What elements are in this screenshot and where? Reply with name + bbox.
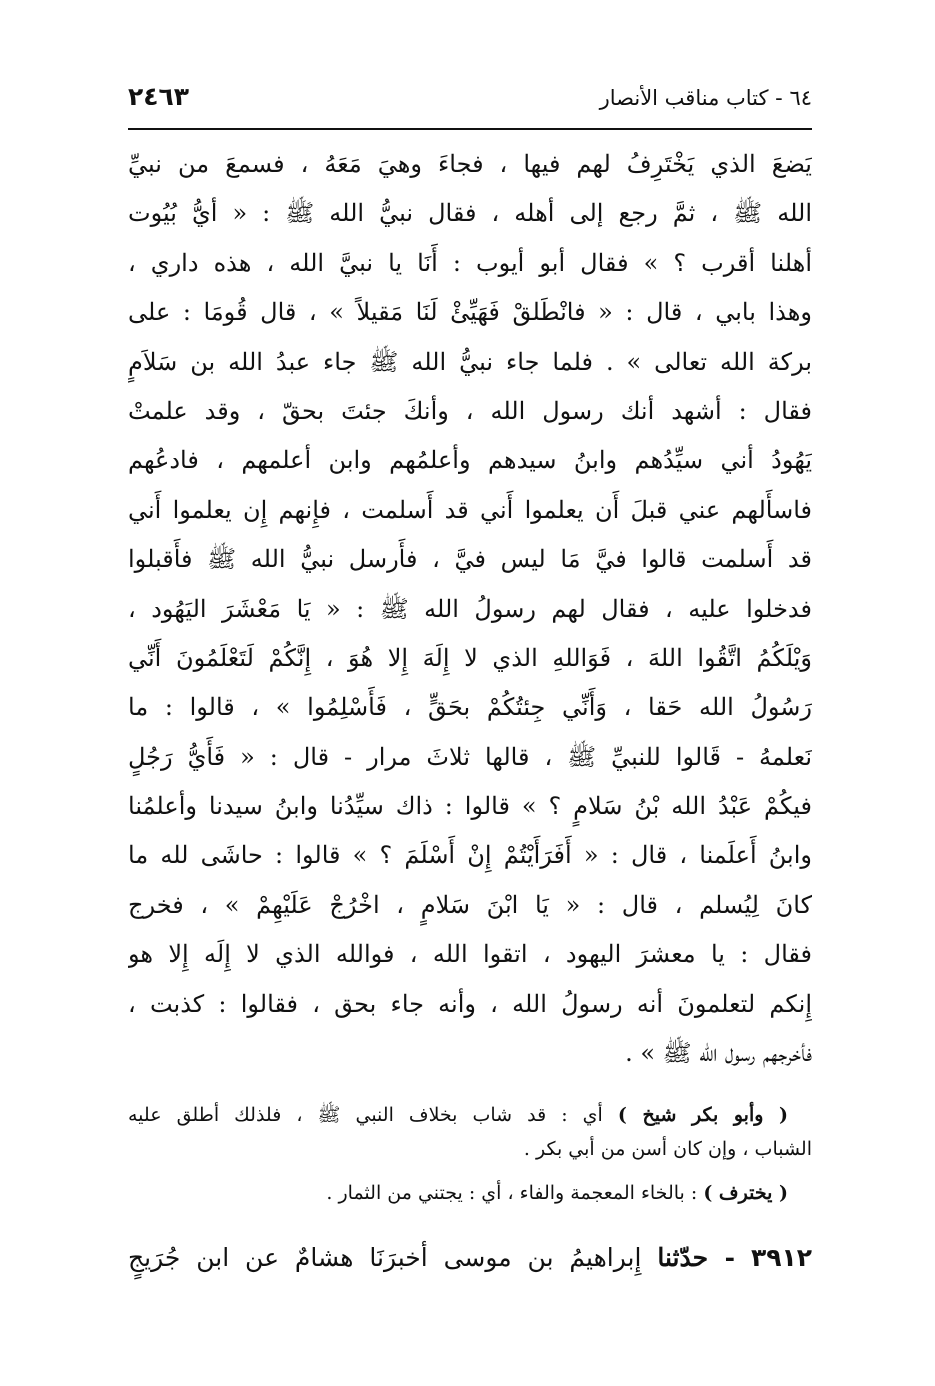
hadith-lead: - حدّثنا xyxy=(657,1243,736,1272)
text-line: فاسأَلهم عني قبلَ أَن يعلموا أَني قد أَسلمت ، فإِنهم إِن يعلموا أَني xyxy=(128,495,812,524)
text-line: وهذا بابي ، قال : « فانْطَلقْ فَهَيِّئْ لَنَا مَقيلاً » ، قال قُومَا : على xyxy=(128,298,812,327)
page-header xyxy=(128,78,812,124)
note-1-line-1 xyxy=(128,1098,812,1132)
text-line: نَعلمهُ - قَالوا للنبيِّ ﷺ ، قالها ثلاثَ مرار - قال : « فَأَيُّ رَجُلٍ xyxy=(128,742,812,771)
text-line: وَيْلَكُمُ اتَّقُوا اللهَ ، فَوَاللهِ الذي لا إِلَهَ إِلا هُوَ ، إِنَّكُمْ لَتَعْلَمُونَ أَنِّي xyxy=(128,643,812,672)
text-line: أهلنا أقرب ؟ » فقال أبو أيوب : أَنَا يا نبيَّ الله ، هذه داري ، xyxy=(128,248,812,277)
text-line: رَسُولُ الله حَقا ، وَأَنِّي جِئتُكُمْ بحَقٍّ ، فَأَسْلِمُوا » ، قالوا : ما xyxy=(128,693,812,722)
note-2-term: ( يخترف ) xyxy=(703,1182,788,1204)
text-line: فقال : أشهد أنك رسول الله ، وأنكَ جئتَ بحقّ ، وقد علمتْ xyxy=(128,396,812,425)
header-divider xyxy=(128,128,812,130)
hadith-isnad: إِبراهيمُ بن موسى أخبرَنَا هشامٌ عن ابن جُرَيجٍ xyxy=(128,1243,642,1272)
chapter-title: ٦٤ - كتاب مناقب الأنصار xyxy=(599,86,812,110)
hadith-heading xyxy=(128,1236,812,1280)
note-2 xyxy=(128,1176,812,1210)
text-line: فأخرجهم رسول الله ﷺ » . xyxy=(625,1039,812,1068)
text-line: كانَ لِيُسلم ، قال : « يَا ابْنَ سَلامٍ ، اخْرُجْ عَلَيْهِمْ » ، فخرج xyxy=(128,890,812,919)
text-line: وابنُ أَعلَمنا ، قال : « أَفَرَأَيْتُمْ إِنْ أَسْلَمَ ؟ » قالوا : حاشَى لله ما xyxy=(128,841,812,870)
text-line: فيكُمْ عَبْدُ الله بْنُ سَلامٍ ؟ » قالوا : ذاك سيِّدُنا وابنُ سيدنا وأعلمُنا xyxy=(128,792,812,821)
text-line: الله ﷺ ، ثمَّ رجع إلى أهله ، فقال نبيُّ الله ﷺ : « أيُّ بُيُوت xyxy=(128,199,812,228)
text-line: إِنكم لتعلمونَ أنه رسولُ الله ، وأنه جاء بحق ، فقالوا : كذبت ، xyxy=(128,989,812,1018)
text-line: فقال : يا معشرَ اليهود ، اتقوا الله ، فوالله الذي لا إِلَه إِلا هو xyxy=(128,940,812,969)
commentary-notes xyxy=(128,1098,812,1210)
text-line: بركة الله تعالى » . فلما جاء نبيُّ الله ﷺ جاء عبدُ الله بن سَلاَمٍ xyxy=(128,347,812,376)
note-1-line-2: الشباب ، وإن كان أسن من أبي بكر . xyxy=(523,1138,812,1160)
note-2-text: : بالخاء المعجمة والفاء ، أي : يجتني من الثمار . xyxy=(326,1182,698,1204)
text-line: يَهُودُ أني سيِّدُهم وابنُ سيدهم وأعلمُهم وابن أعلمهم ، فادعُهم xyxy=(128,446,812,475)
hadith-number: ٣٩١٢ xyxy=(750,1243,812,1272)
main-text xyxy=(128,140,812,1078)
page-number: ٢٤٦٣ xyxy=(128,82,190,111)
text-line: قد أَسلمت قالوا فيَّ مَا ليس فيَّ ، فأَرسل نبيُّ الله ﷺ فأَقبلوا xyxy=(128,545,812,574)
note-1-text: أي : قد شاب بخلاف النبي ﷺ ، فلذلك أطلق عليه xyxy=(128,1104,603,1126)
text-line: يَضعَ الذي يَخْتَرِفُ لهم فيها ، فجاءَ وهيَ مَعَهُ ، فسمعَ من نبيِّ xyxy=(128,150,812,178)
text-line: فدخلوا عليه ، فقال لهم رسولُ الله ﷺ : « يَا مَعْشَرَ اليَهُود ، xyxy=(128,594,812,623)
note-1-term: ( وأبو بكر شيخ ) xyxy=(617,1104,789,1126)
